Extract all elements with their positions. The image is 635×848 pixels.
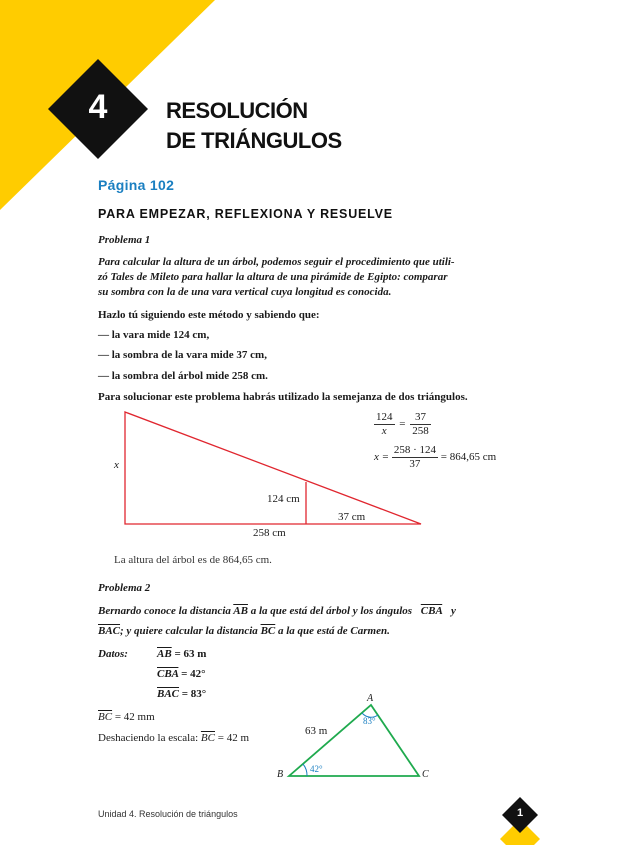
problem1-bullet1: — la vara mide 124 cm, (98, 329, 210, 341)
problem1-bullet3: — la sombra del árbol mide 258 cm. (98, 370, 268, 382)
statement-part5: a la que está de Carmen. (278, 625, 390, 637)
equation-solution (374, 444, 496, 471)
problem1-hint: Para solucionar este problema habrás utilizado la semejanza de dos triángulos. (98, 391, 468, 403)
datos-CBA-value: = 42° (181, 668, 206, 680)
eq1-denominator-left: x (381, 425, 387, 437)
footer-unit-text: Unidad 4. Resolución de triángulos (98, 809, 238, 819)
measured-BC-symbol: $\overline{BC}$ (98, 711, 113, 723)
datos-AB-symbol: $\overline{AB}$ (157, 648, 172, 660)
angle-BAC: $\overline{BAC}$ (98, 625, 121, 637)
page-number-badge (500, 797, 540, 845)
figure-label-x: x (114, 459, 119, 471)
chapter-title-line1: RESOLUCIÓN (166, 98, 308, 123)
figure-label-tree-shadow: 258 cm (253, 527, 286, 539)
scale-value: = 42 m (217, 732, 249, 744)
problem1-intro: Hazlo tú siguiendo este método y sabiendo que: (98, 309, 320, 321)
datos-BAC-row (157, 687, 206, 702)
eq2-lhs: x = (374, 451, 390, 463)
datos-BAC-symbol: $\overline{BAC}$ (157, 688, 180, 700)
statement-part2: a la que está del árbol y los ángulos (250, 605, 413, 617)
figure-label-stick-shadow: 37 cm (338, 511, 366, 523)
vertex-A-label: A (367, 693, 374, 704)
datos-CBA-row (157, 667, 206, 682)
problem1-statement-line2: zó Tales de Mileto para hallar la altura de una pirámide de Egipto: comparar (98, 271, 448, 283)
eq1-numerator-left: 124 (376, 411, 393, 423)
datos-AB-row (157, 647, 206, 662)
segment-AB: $\overline{AB}$ (233, 605, 248, 617)
statement-part1: Bernardo conoce la distancia (98, 605, 231, 617)
vertex-B-label: B (277, 769, 284, 780)
problem1-statement-line3: su sombra con la de una vara vertical cuya longitud es conocida. (98, 286, 392, 298)
datos-BAC-value: = 83° (181, 688, 207, 700)
datos-AB-value: = 63 m (174, 648, 207, 660)
side-AB-label: 63 m (305, 725, 328, 737)
statement-part4: ; y quiere calcular la distancia (120, 625, 258, 637)
eq1-denominator-right: 258 (412, 425, 429, 437)
page-reference: Página 102 (98, 177, 175, 193)
figure-label-stick: 124 cm (267, 493, 300, 505)
eq2-result: = 864,65 cm (440, 451, 497, 463)
datos-label: Datos: (98, 648, 128, 660)
angle-B-label: 42° (310, 764, 323, 774)
measured-BC-value: = 42 mm (114, 711, 155, 723)
angle-B-arc (303, 764, 307, 776)
scale-row (98, 731, 249, 746)
eq2-denominator: 37 (409, 458, 421, 470)
chapter-badge (48, 59, 148, 159)
scale-text: Deshaciendo la escala: (98, 732, 199, 744)
equation-proportion (374, 411, 431, 438)
problem1-statement-line1: Para calcular la altura de un árbol, podemos seguir el procedimiento que utili- (98, 256, 455, 268)
vertex-C-label: C (422, 769, 429, 780)
problem1-heading: Problema 1 (98, 234, 151, 246)
triangle-ABC (289, 705, 419, 776)
section-title: PARA EMPEZAR, REFLEXIONA Y RESUELVE (98, 207, 393, 221)
chapter-title-line2: DE TRIÁNGULOS (166, 128, 342, 153)
problem1-bullet2: — la sombra de la vara mide 37 cm, (98, 349, 267, 361)
eq2-numerator: 258 · 124 (393, 444, 436, 456)
eq1-numerator-right: 37 (410, 411, 431, 425)
segment-BC: $\overline{BC}$ (260, 625, 276, 637)
statement-part3: y (450, 605, 456, 617)
angle-CBA: $\overline{CBA}$ (420, 605, 443, 617)
problem2-heading: Problema 2 (98, 582, 151, 594)
measured-BC-row (98, 710, 155, 725)
angle-A-label: 83° (363, 716, 376, 726)
problem2-statement-line2 (98, 624, 390, 639)
datos-CBA-symbol: $\overline{CBA}$ (157, 668, 179, 680)
scale-BC-symbol: $\overline{BC}$ (200, 732, 215, 744)
problem1-answer: La altura del árbol es de 864,65 cm. (114, 554, 272, 566)
triangle-ABC-figure (280, 690, 440, 790)
page-number: 1 (516, 807, 524, 819)
problem2-statement-line1 (98, 604, 456, 619)
eq1-equals: = (399, 418, 406, 430)
chapter-number: 4 (88, 88, 108, 126)
